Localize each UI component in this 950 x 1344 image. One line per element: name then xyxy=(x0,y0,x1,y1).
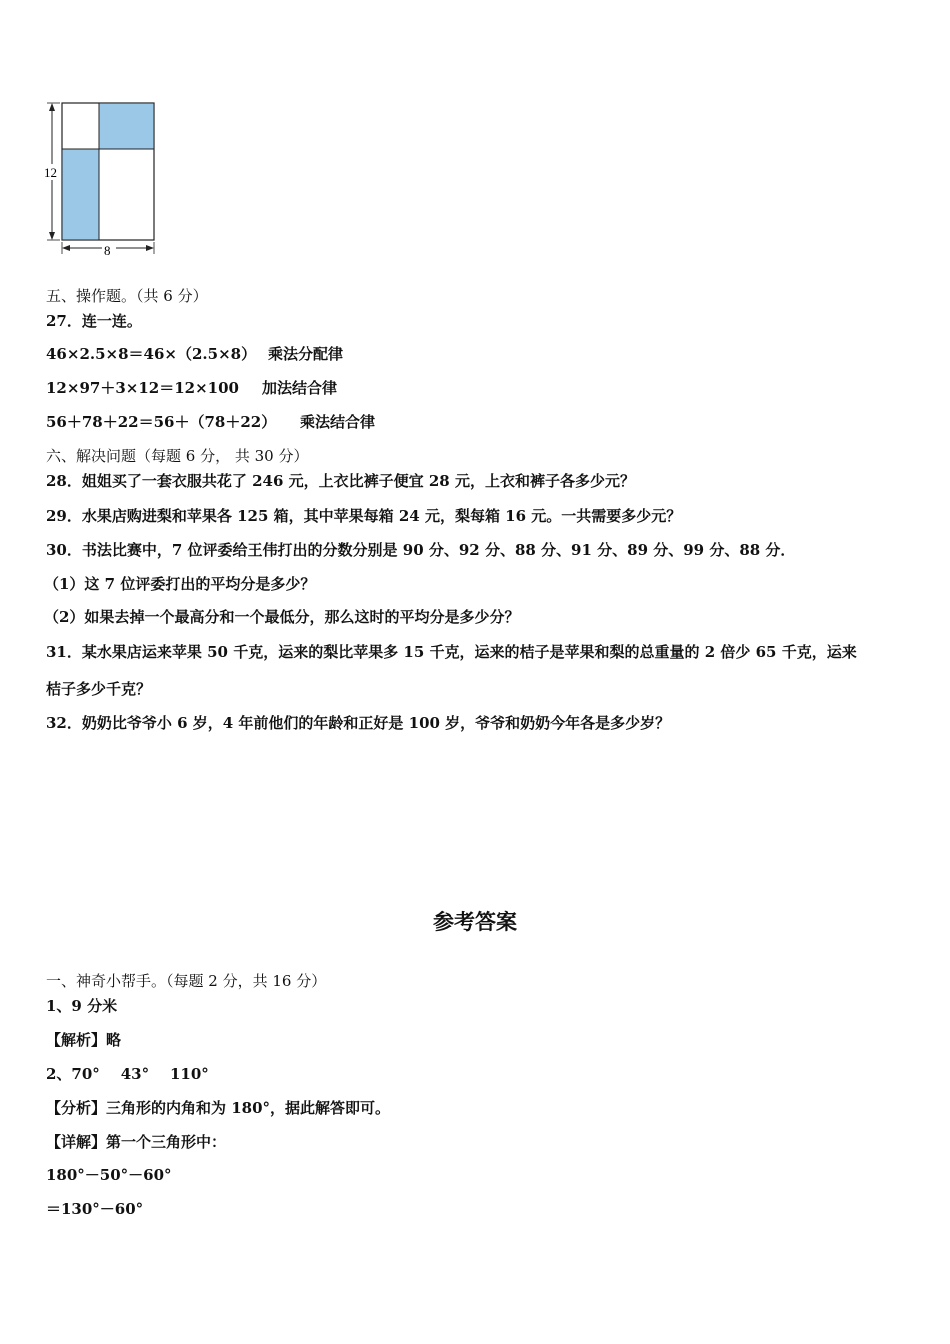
shaded-left-rectangle xyxy=(62,149,99,240)
section5-heading: 五、操作题。（共 6 分） xyxy=(46,287,208,305)
height-arrow-bottom xyxy=(49,232,55,240)
question-30-part2: （2）如果去掉一个最高分和一个最低分，那么这时的平均分是多少分？ xyxy=(44,608,520,626)
width-arrow-left xyxy=(62,245,70,251)
answer-2-detail: 【详解】第一个三角形中： xyxy=(46,1133,227,1151)
calc-line-1: 180°－50°－60° xyxy=(46,1166,172,1184)
match-left-1: 46×2.5×8＝46×（2.5×8） xyxy=(46,345,257,363)
match-right-1: 乘法分配律 xyxy=(268,345,344,363)
section6-heading: 六、解决问题（每题 6 分， 共 30 分） xyxy=(46,447,309,465)
answer-1-analysis: 【解析】略 xyxy=(46,1031,122,1049)
answer-1: 1、9 分米 xyxy=(46,997,118,1015)
question-30: 30．书法比赛中，7 位评委给王伟打出的分数分别是 90 分、92 分、88 分、91 分、89 分、99 分、88 分． xyxy=(46,541,796,559)
question-28: 28．姐姐买了一套衣服共花了 246 元，上衣比裤子便宜 28 元，上衣和裤子各多少元？ xyxy=(46,472,635,490)
question-30-part1: （1）这 7 位评委打出的平均分是多少？ xyxy=(44,575,316,593)
match-left-3: 56＋78＋22＝56＋（78＋22） xyxy=(46,413,277,431)
answers-title: 参考答案 xyxy=(433,910,517,934)
width-label: 8 xyxy=(104,243,111,258)
shaded-top-rectangle xyxy=(99,103,154,149)
answers-section1-heading: 一、神奇小帮手。（每题 2 分，共 16 分） xyxy=(46,972,327,990)
calc-line-2: ＝130°－60° xyxy=(46,1200,144,1218)
height-label: 12 xyxy=(44,165,57,180)
answer-2: 2、70° 43° 110° xyxy=(46,1065,209,1083)
question-32: 32．奶奶比爷爷小 6 岁，4 年前他们的年龄和正好是 100 岁，爷爷和奶奶今年各是多少岁？ xyxy=(46,714,671,732)
question-31-line1: 31．某水果店运来苹果 50 千克，运来的梨比苹果多 15 千克，运来的桔子是苹果和梨的总重量的 2 倍少 65 千克，运来 xyxy=(46,643,857,661)
question-31-line2: 桔子多少千克？ xyxy=(46,680,152,698)
match-right-3: 乘法结合律 xyxy=(300,413,376,431)
question-29: 29．水果店购进梨和苹果各 125 箱，其中苹果每箱 24 元，梨每箱 16 元。一共需要多少元？ xyxy=(46,507,682,525)
match-left-2: 12×97＋3×12＝12×100 xyxy=(46,379,239,397)
rectangle-figure xyxy=(40,98,170,267)
question-27: 27．连一连。 xyxy=(46,312,142,330)
rectangle-diagram xyxy=(40,98,170,263)
width-arrow-right xyxy=(146,245,154,251)
match-right-2: 加法结合律 xyxy=(262,379,338,397)
answer-2-analysis: 【分析】三角形的内角和为 180°，据此解答即可。 xyxy=(46,1099,391,1117)
height-arrow-top xyxy=(49,103,55,111)
